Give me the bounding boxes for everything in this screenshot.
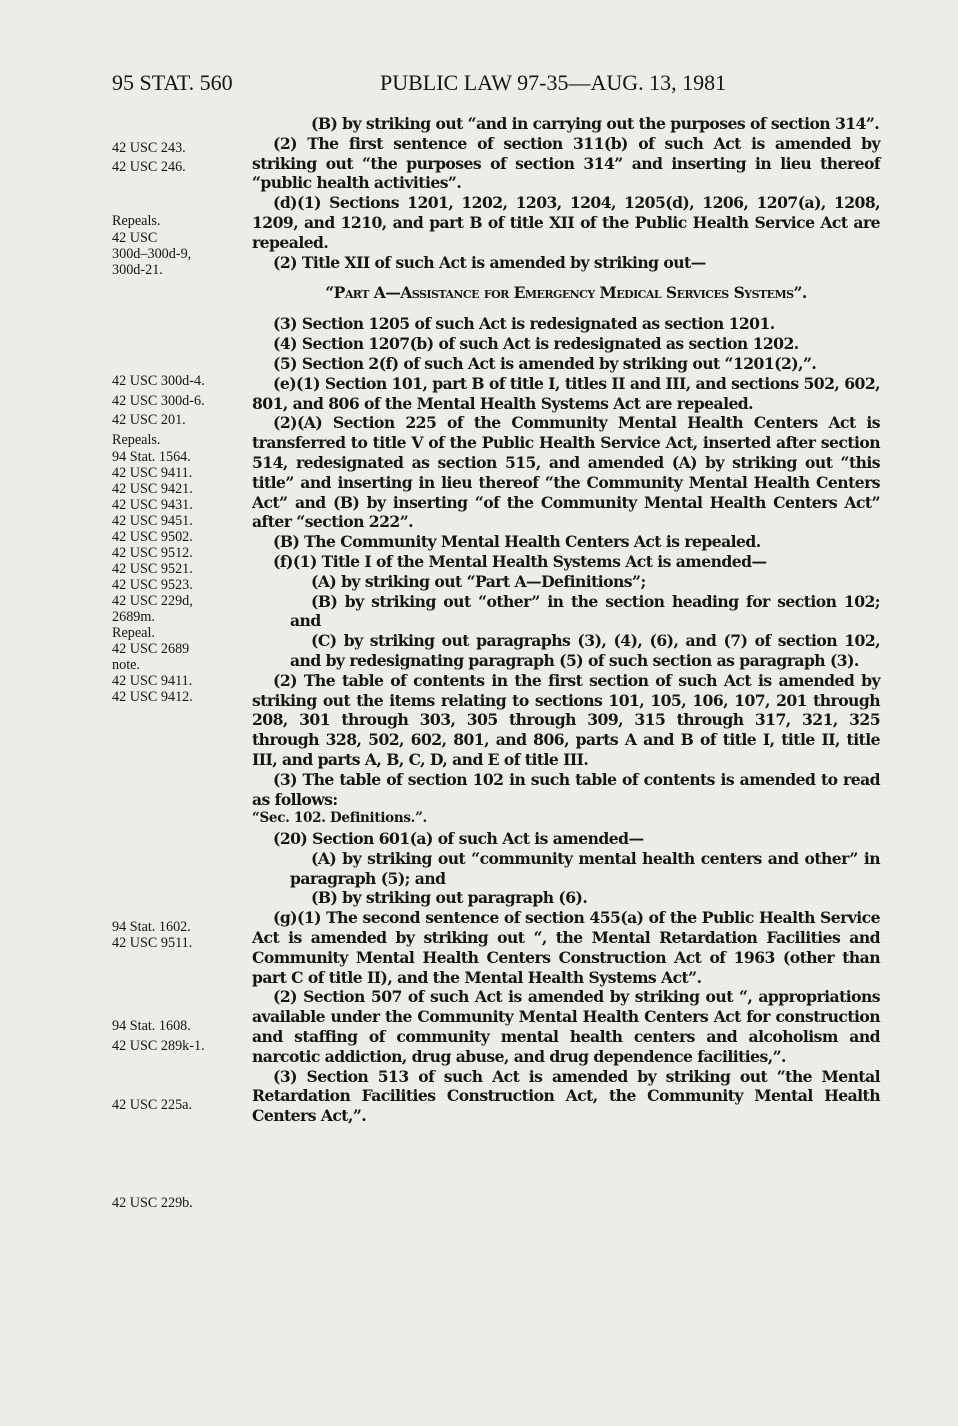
margin-note: 94 Stat. 1608. bbox=[112, 1018, 191, 1034]
margin-note: 42 USC 243. bbox=[112, 140, 186, 156]
margin-note: 2689m. bbox=[112, 609, 155, 625]
margin-note: 94 Stat. 1564. bbox=[112, 449, 191, 465]
margin-note: 42 USC 9411. bbox=[112, 673, 193, 689]
paragraph: (4) Section 1207(b) of such Act is redesignated as section 1202. bbox=[273, 334, 799, 354]
paragraph: (g)(1) The second sentence of section 455(a) of the Public Health Service Act is amended by striking out “, the Mental Retardation Facilities and Community Mental Health Centers Construction Act of 1963 (other than part C of title II), and the Mental Health Systems Act”. bbox=[252, 908, 880, 987]
margin-note: Repeals. bbox=[112, 432, 161, 448]
paragraph: (B) The Community Mental Health Centers Act is repealed. bbox=[273, 532, 761, 552]
margin-note: 42 USC 9512. bbox=[112, 545, 193, 561]
paragraph: (2) Title XII of such Act is amended by striking out— bbox=[273, 252, 706, 272]
statute-page-number: 95 STAT. 560 bbox=[112, 70, 233, 95]
paragraph: (d)(1) Sections 1201, 1202, 1203, 1204, 1205(d), 1206, 1207(a), 1208, 1209, and 1210, and part B of title XII of the Public Health Service Act are repealed. bbox=[252, 193, 880, 252]
paragraph: (B) by striking out “other” in the section heading for section 102; and bbox=[290, 591, 880, 631]
margin-note: 42 USC 300d-4. bbox=[112, 373, 205, 389]
paragraph: (e)(1) Section 101, part B of title I, titles II and III, and sections 502, 602, 801, and 806 of the Mental Health Systems Act are repealed. bbox=[252, 373, 880, 413]
table-of-contents-entry: “Sec. 102. Definitions.”. bbox=[252, 810, 427, 827]
margin-note: 94 Stat. 1602. bbox=[112, 919, 191, 935]
margin-note: 42 USC 9412. bbox=[112, 689, 193, 705]
margin-note: 42 USC 229b. bbox=[112, 1195, 193, 1211]
margin-note: 42 USC 9502. bbox=[112, 529, 193, 545]
page-header bbox=[0, 66, 958, 100]
statute-text bbox=[252, 114, 880, 1126]
margin-note: 42 USC 2689 bbox=[112, 641, 190, 657]
paragraph: (5) Section 2(f) of such Act is amended by striking out “1201(2),”. bbox=[273, 353, 817, 373]
margin-note: Repeal. bbox=[112, 625, 155, 641]
margin-note: Repeals. bbox=[112, 213, 161, 229]
margin-note: 42 USC 9523. bbox=[112, 577, 193, 593]
margin-note: 300d–300d-9, bbox=[112, 246, 192, 262]
margin-note: 42 USC 9421. bbox=[112, 481, 193, 497]
paragraph: (2) Section 507 of such Act is amended by striking out “, appropriations available under the Community Mental Health Centers Act for construction and staffing of community mental health centers and alcoholism and narcotic addiction, drug abuse, and drug dependence facilities,”. bbox=[252, 987, 880, 1066]
margin-note: 42 USC 246. bbox=[112, 159, 186, 175]
paragraph: (3) The table of section 102 in such table of contents is amended to read as follows: bbox=[252, 769, 880, 809]
margin-note: 42 USC 289k-1. bbox=[112, 1038, 205, 1054]
margin-note: 42 USC 229d, bbox=[112, 593, 193, 609]
margin-notes bbox=[112, 110, 252, 1310]
margin-note: 42 USC 9511. bbox=[112, 935, 193, 951]
paragraph: (3) Section 513 of such Act is amended by striking out “the Mental Retardation Facilities Construction Act, the Community Mental Health Centers Act,”. bbox=[252, 1066, 880, 1126]
paragraph: (B) by striking out paragraph (6). bbox=[311, 888, 588, 908]
margin-note: 42 USC 225a. bbox=[112, 1097, 193, 1113]
paragraph: (2) The table of contents in the first section of such Act is amended by striking out the items relating to sections 101, 105, 106, 107, 201 through 208, 301 through 303, 305 through 309, 315 through 317, 321, 325 through 328, 502, 602, 801, and 806, parts A and B of title I, title II, title III, and parts A, B, C, D, and E of title III. bbox=[252, 670, 880, 769]
public-law-title: PUBLIC LAW 97-35—AUG. 13, 1981 bbox=[380, 70, 727, 95]
margin-note: 42 USC 9521. bbox=[112, 561, 193, 577]
paragraph: (f)(1) Title I of the Mental Health Systems Act is amended— bbox=[273, 551, 767, 571]
margin-note: 42 USC 9431. bbox=[112, 497, 193, 513]
margin-note: note. bbox=[112, 657, 140, 673]
margin-note: 42 USC 9411. bbox=[112, 465, 193, 481]
paragraph: (A) by striking out “Part A—Definitions”; bbox=[311, 571, 646, 591]
paragraph: (2)(A) Section 225 of the Community Mental Health Centers Act is transferred to title V of the Public Health Service Act, inserted after section 514, redesignated as section 515, and amended (A) by striking out “this title” and inserting in lieu thereof “the Community Mental Health Centers Act” and (B) by inserting “of the Community Mental Health Centers Act” after “section 222”. bbox=[252, 413, 880, 532]
margin-note: 300d-21. bbox=[112, 262, 163, 278]
paragraph: (B) by striking out “and in carrying out the purposes of section 314”. bbox=[311, 114, 880, 133]
paragraph: (2) The first sentence of section 311(b) of such Act is amended by striking out “the purposes of section 314” and inserting in lieu thereof “public health activities”. bbox=[252, 133, 880, 193]
paragraph: (C) by striking out paragraphs (3), (4), (6), and (7) of section 102, and by redesignating paragraph (5) of such section as paragraph (3). bbox=[290, 631, 880, 670]
margin-note: 42 USC 300d-6. bbox=[112, 393, 205, 409]
paragraph: (A) by striking out “community mental health centers and other” in paragraph (5); and bbox=[290, 848, 880, 888]
margin-note: 42 USC bbox=[112, 230, 158, 246]
paragraph: (20) Section 601(a) of such Act is amended— bbox=[273, 829, 644, 849]
paragraph: (3) Section 1205 of such Act is redesignated as section 1201. bbox=[273, 314, 775, 334]
margin-note: 42 USC 9451. bbox=[112, 513, 193, 529]
section-heading-quote: “Part A—Assistance for Emergency Medical Services Systems”. bbox=[325, 283, 807, 303]
margin-note: 42 USC 201. bbox=[112, 412, 186, 428]
